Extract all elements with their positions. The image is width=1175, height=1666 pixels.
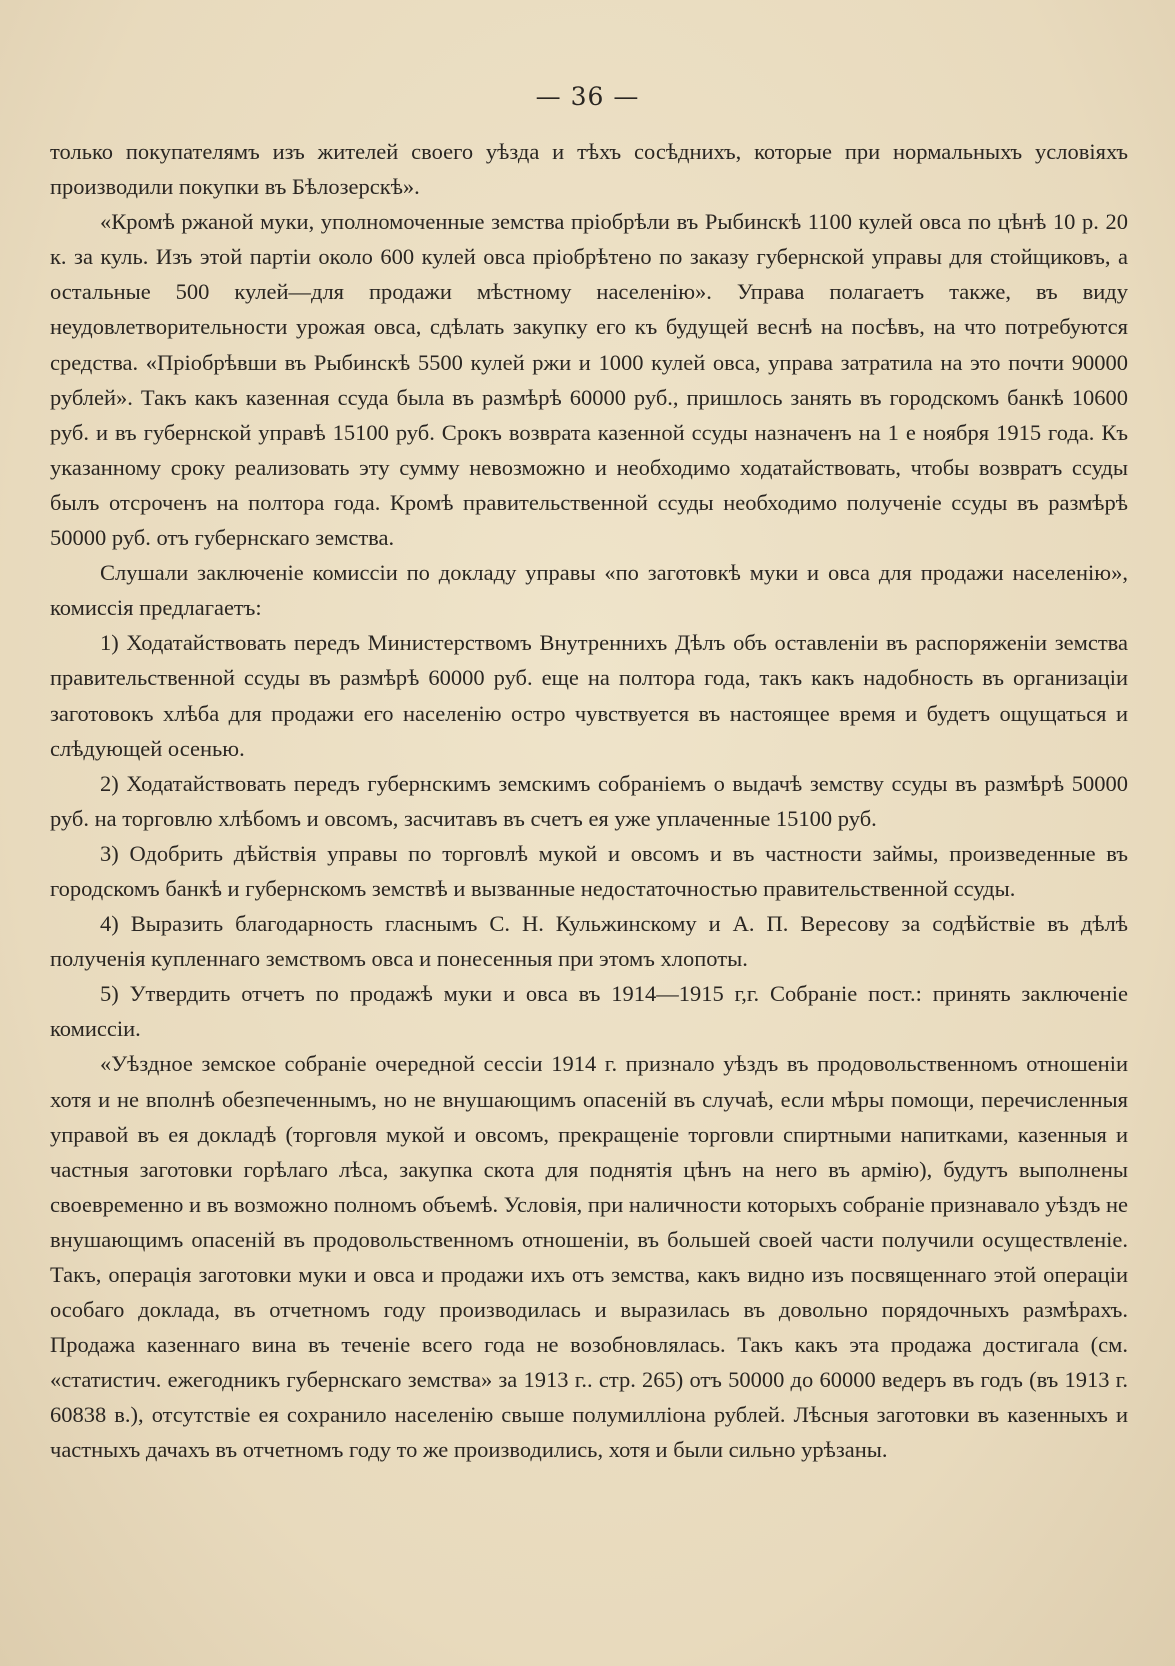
paragraph: «Кромѣ ржаной муки, уполномоченные земства пріобрѣли въ Рыбинскѣ 1100 кулей овса по цѣнѣ 10 р. 20 к. за куль. Изъ этой партіи около 600 кулей овса пріобрѣтено по заказу губернской управы для стойщиковъ, а остальные 500 кулей—для продажи мѣстному населенію». Управа полагаетъ также, въ виду неудовлетворительности урожая овса, сдѣлать закупку его къ будущей веснѣ на посѣвъ, на что потребуются средства. «Пріобрѣвши въ Рыбинскѣ 5500 кулей ржи и 1000 кулей овса, управа затратила на это почти 90000 рублей». Такъ какъ казенная ссуда была въ размѣрѣ 60000 руб., пришлось занять въ городскомъ банкѣ 10600 руб. и въ губернской управѣ 15100 руб. Срокъ возврата казенной ссуды назначенъ на 1 е ноября 1915 года. Къ указанному сроку реализовать эту сумму невозможно и необходимо ходатайствовать, чтобы возвратъ ссуды былъ отсроченъ на полтора года. Кромѣ правительственной ссуды необходимо полученіе ссуды въ размѣрѣ 50000 руб. отъ губернскаго земства. (50, 209, 1128, 551)
paragraph: Слушали заключеніе комиссіи по докладу управы «по заготовкѣ муки и овса для продажи населенію», комиссія предлагаетъ: (50, 560, 1128, 621)
list-item: 4) Выразить благодарность гласнымъ С. Н. Кульжинскому и А. П. Вересову за содѣйствіе въ дѣлѣ полученія купленнаго земствомъ овса и понесенныя при этомъ хлопоты. (50, 911, 1128, 972)
paragraph: только покупателямъ изъ жителей своего уѣзда и тѣхъ сосѣднихъ, которые при нормальныхъ условіяхъ производили покупки въ Бѣлозерскѣ». (50, 139, 1128, 200)
paragraph: «Уѣздное земское собраніе очередной сессіи 1914 г. признало уѣздъ въ продовольственномъ отношеніи хотя и не вполнѣ обезпеченнымъ, но не внушающимъ опасеній въ случаѣ, если мѣры помощи, перечисленныя управой въ ея докладѣ (торговля мукой и овсомъ, прекращеніе торговли спиртными напитками, казенныя и частныя заготовки горѣлаго лѣса, закупка скота для поднятія цѣнъ на него въ армію), будутъ выполнены своевременно и въ возможно полномъ объемѣ. Условія, при наличности которыхъ собраніе признавало уѣздъ не внушающимъ опасеній въ продовольственномъ отношеніи, въ большей своей части получили осуществленіе. Такъ, операція заготовки муки и овса и продажи ихъ отъ земства, какъ видно изъ посвященнаго этой операціи особаго доклада, въ отчетномъ году производилась и выразилась въ довольно порядочныхъ размѣрахъ. Продажа казеннаго вина въ теченіе всего года не возобновлялась. Такъ какъ эта продажа достигала (см. «статистич. ежегодникъ губернскаго земства» за 1913 г.. стр. 265) отъ 50000 до 60000 ведеръ въ годъ (въ 1913 г. 60838 в.), отсутствіе ея сохранило населенію свыше полумилліона рублей. Лѣсныя заготовки въ казенныхъ и частныхъ дачахъ въ отчетномъ году то же производились, хотя и были сильно урѣзаны. (50, 1051, 1128, 1463)
list-item: 3) Одобрить дѣйствія управы по торговлѣ мукой и овсомъ и въ частности займы, произведенные въ городскомъ банкѣ и губернскомъ земствѣ и вызванные недостаточностью правительственной ссуды. (50, 840, 1128, 901)
list-item: 1) Ходатайствовать передъ Министерствомъ Внутреннихъ Дѣлъ объ оставленіи въ распоряженіи земства правительственной ссуды въ размѣрѣ 60000 руб. еще на полтора года, такъ какъ надобность въ организаціи заготовокъ хлѣба для продажи его населенію остро чувствуется въ настоящее время и будетъ ощущаться и слѣдующей осенью. (50, 630, 1128, 761)
page-number: — 36 — (535, 82, 640, 111)
list-item: 2) Ходатайствовать передъ губернскимъ земскимъ собраніемъ о выдачѣ земству ссуды въ размѣрѣ 50000 руб. на торговлю хлѣбомъ и овсомъ, засчитавъ въ счетъ ея уже уплаченные 15100 руб. (50, 770, 1128, 831)
body-text (50, 134, 1128, 1468)
list-item: 5) Утвердить отчетъ по продажѣ муки и овса въ 1914—1915 г,г. Собраніе пост.: принять заключеніе комиссіи. (50, 981, 1128, 1042)
